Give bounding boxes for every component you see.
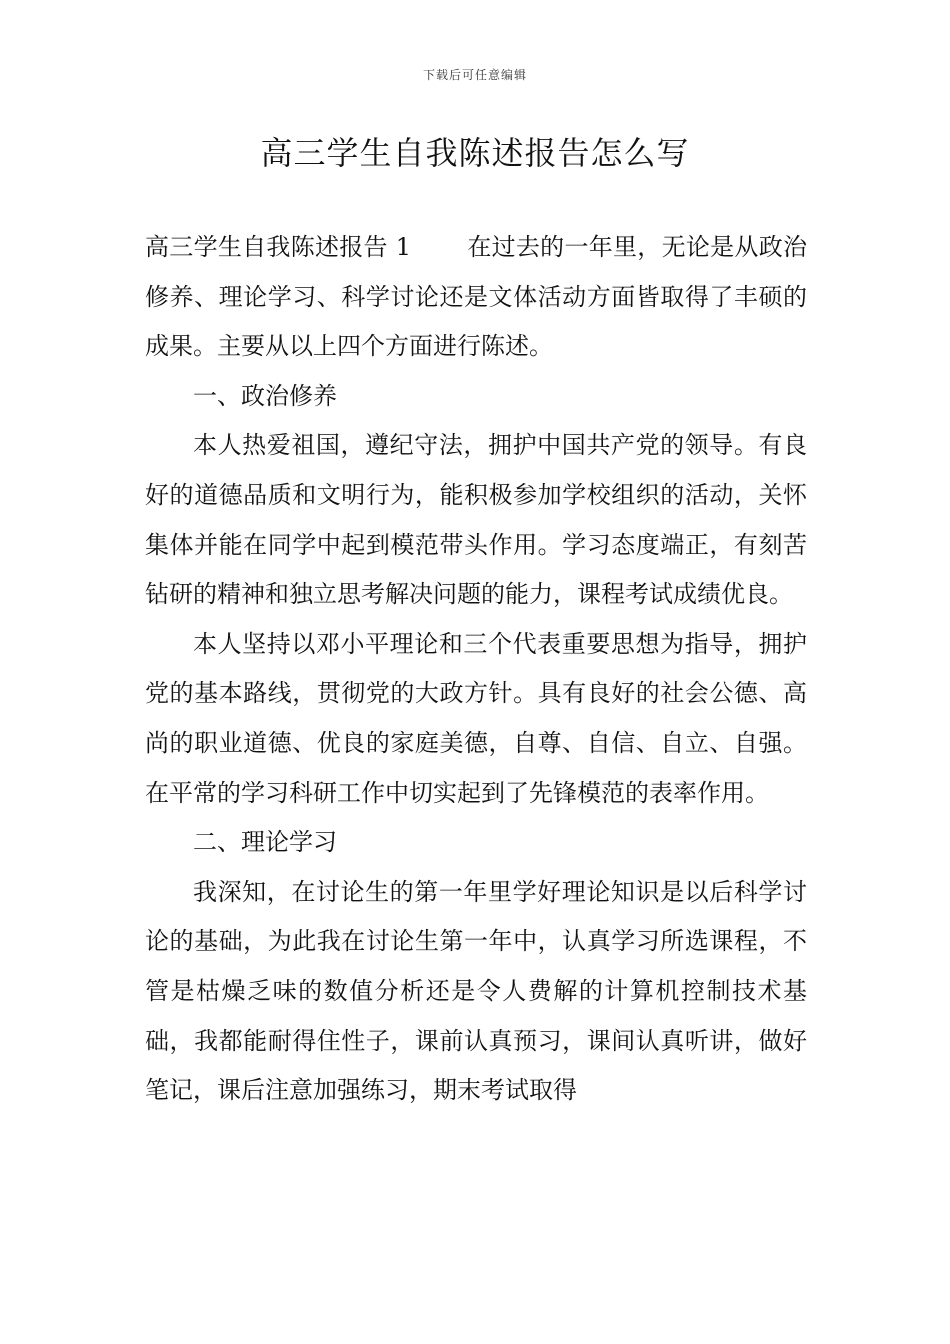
intro-label: 高三学生自我陈述报告 1 <box>145 233 412 261</box>
document-title: 高三学生自我陈述报告怎么写 <box>260 134 690 172</box>
section-heading-theory: 二、理论学习 <box>193 828 337 857</box>
paragraph-political-2: 本人坚持以邓小平理论和三个代表重要思想为指导，拥护党的基本路线，贯彻党的大政方针。具有良好的社会公德、高尚的职业道德、优良的家庭美德，自尊、自信、自立、自强。在平常的学习科研工作中切实起到了先锋模范的表率作用。 <box>145 629 807 807</box>
document-body <box>145 223 807 1116</box>
intro-paragraph <box>145 223 807 372</box>
paragraph-theory-1: 我深知，在讨论生的第一年里学好理论知识是以后科学讨论的基础，为此我在讨论生第一年中，认真学习所选课程，不管是枯燥乏味的数值分析还是令人费解的计算机控制技术基础，我都能耐得住性子，课前认真预习，课间认真听讲，做好笔记，课后注意加强练习，期末考试取得 <box>145 877 807 1105</box>
header-note: 下载后可任意编辑 <box>422 68 527 82</box>
section-heading-political: 一、政治修养 <box>193 381 337 410</box>
intro-text: 在过去的一年里，无论是从政治修养、理论学习、科学讨论还是文体活动方面皆取得了丰硕的成果。主要从以上四个方面进行陈述。 <box>145 233 808 361</box>
paragraph-political-1: 本人热爱祖国，遵纪守法，拥护中国共产党的领导。有良好的道德品质和文明行为，能积极参加学校组织的活动，关怀集体并能在同学中起到模范带头作用。学习态度端正，有刻苦钻研的精神和独立思考解决问题的能力，课程考试成绩优良。 <box>145 431 807 609</box>
